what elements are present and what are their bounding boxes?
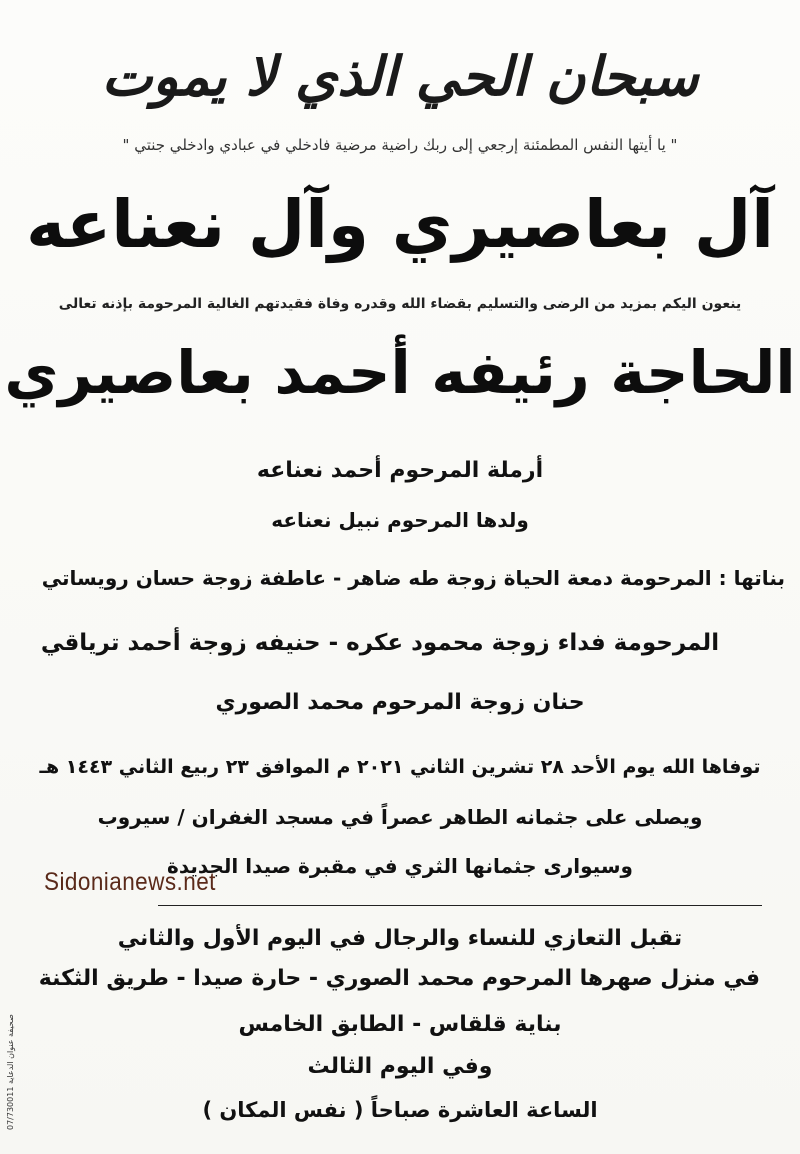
condolences-line-5: الساعة العاشرة صباحاً ( نفس المكان ) xyxy=(202,1098,598,1122)
widow-of-line: أرملة المرحوم أحمد نعناعه xyxy=(256,458,544,483)
side-reference-text: 07/730011 صحيفة عنوان الدعاية xyxy=(6,1014,15,1130)
quran-verse: " يا أيتها النفس المطمئنة إرجعي إلى ربك راضية مرضية فادخلي في عبادي وادخلي جنتي " xyxy=(122,136,678,154)
daughters-line-1: بناتها : المرحومة دمعة الحياة زوجة طه ضاهر - عاطفة زوجة حسان رويساتي xyxy=(41,566,785,590)
family-names: آل بعاصيري وآل نعناعه xyxy=(26,186,774,263)
funeral-prayer-line: ويصلى على جثمانه الطاهر عصراً في مسجد الغفران / سيروب xyxy=(97,805,703,829)
daughters-line-3: حنان زوجة المرحوم محمد الصوري xyxy=(215,690,585,715)
condolences-line-2: في منزل صهرها المرحوم محمد الصوري - حارة صيدا - طريق الثكنة xyxy=(38,966,760,991)
burial-line: وسيوارى جثمانها الثري في مقبرة صيدا الجديدة xyxy=(167,854,633,878)
deceased-name: الحاجة رئيفه أحمد بعاصيري xyxy=(4,338,796,407)
section-divider xyxy=(158,905,762,906)
daughters-line-2: المرحومة فداء زوجة محمود عكره - حنيفه زوجة أحمد ترياقي xyxy=(40,630,720,656)
condolences-line-3: بناية قلقاس - الطابق الخامس xyxy=(238,1012,562,1037)
death-date-line: توفاها الله يوم الأحد ٢٨ تشرين الثاني ٢٠٢١ م الموافق ٢٣ ربيع الثاني ١٤٤٣ هـ xyxy=(39,756,761,778)
condolences-line-4: وفي اليوم الثالث xyxy=(307,1054,493,1079)
calligraphy-heading: سبحان الحي الذي لا يموت xyxy=(101,44,699,108)
watermark-logo: Sidonianews.net xyxy=(44,868,216,896)
announcement-text: ينعون اليكم بمزيد من الرضى والتسليم بقضاء الله وقدره وفاة فقيدتهم الغالية المرحومة بإذنه تعالى xyxy=(58,296,742,312)
condolences-line-1: تقبل التعازي للنساء والرجال في اليوم الأول والثاني xyxy=(117,926,683,951)
mother-of-line: ولدها المرحوم نبيل نعناعه xyxy=(271,508,529,532)
